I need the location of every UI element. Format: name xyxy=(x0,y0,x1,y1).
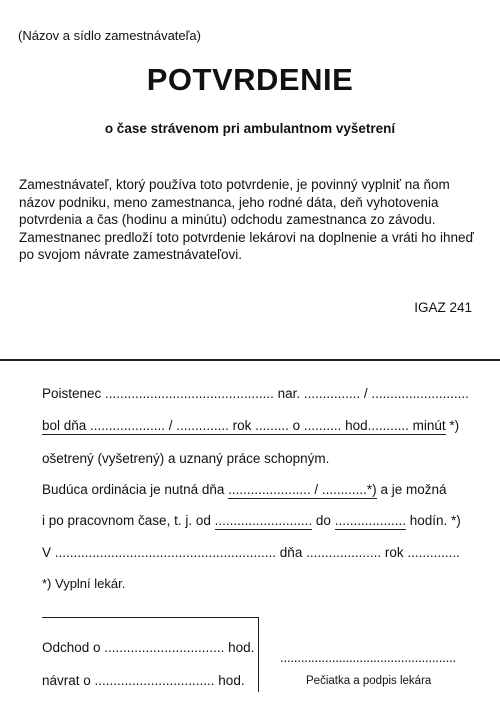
section-divider xyxy=(0,359,500,361)
departure-box-right-border xyxy=(258,617,259,692)
next-appointment-suffix: a je možná xyxy=(380,482,447,497)
instructions-paragraph-employer: Zamestnávateľ, ktorý používa toto potvrdenie, je povinný vyplniť na ňom názov podniku, meno zamestnanca, jeho rodné dáta, deň vyhotovenia potvrdenia a čas (hodinu a minútu) odchodu zamestnanca zo závodu. xyxy=(19,177,450,227)
place-date-line[interactable]: V ........................................................... dňa .................... rok .............. xyxy=(42,545,460,560)
after-hours-suffix: hodín. *) xyxy=(409,513,461,528)
footnote: *) Vyplní lekár. xyxy=(42,576,126,591)
examination-date-line[interactable] xyxy=(42,418,459,433)
after-hours-to-label: do xyxy=(315,513,331,528)
departure-box-top-border xyxy=(42,617,258,618)
signature-label: Pečiatka a podpis lekára xyxy=(306,675,432,687)
document-title: POTVRDENIE xyxy=(146,62,354,97)
examination-date-fields[interactable]: bol dňa .................... / .............. rok ......... o .......... hod........... minút xyxy=(42,418,446,433)
instructions-paragraph-employee: Zamestnanec predloží toto potvrdenie lekárovi na doplnenie a vráti ho ihneď po svojom návrate zamestnávateľovi. xyxy=(19,229,474,262)
form-code: IGAZ 241 xyxy=(414,300,472,315)
examination-date-footnote-mark: *) xyxy=(449,418,460,433)
fit-for-work-statement: ošetrený (vyšetrený) a uznaný práce schopným. xyxy=(42,451,330,466)
after-hours-from-field[interactable]: .......................... xyxy=(214,513,313,528)
after-hours-line xyxy=(42,513,461,528)
after-hours-to-field[interactable]: ................... xyxy=(334,513,406,528)
document-subtitle: o čase strávenom pri ambulantnom vyšetrení xyxy=(104,121,396,136)
signature-field[interactable]: ................................................... xyxy=(280,650,456,665)
instructions-block xyxy=(19,176,489,264)
insured-person-line[interactable]: Poistenec ............................................. nar. ............... / .......................... xyxy=(42,386,469,401)
next-appointment-line xyxy=(42,482,447,497)
return-time-line[interactable]: návrat o ................................ hod. xyxy=(42,673,245,688)
departure-time-line[interactable]: Odchod o ................................ hod. xyxy=(42,640,255,655)
after-hours-label: i po pracovnom čase, t. j. od xyxy=(42,513,211,528)
next-appointment-label: Budúca ordinácia je nutná dňa xyxy=(42,482,225,497)
employer-name-placeholder: (Názov a sídlo zamestnávateľa) xyxy=(18,28,201,43)
next-appointment-date-field[interactable]: ...................... / ............*) xyxy=(228,482,377,497)
